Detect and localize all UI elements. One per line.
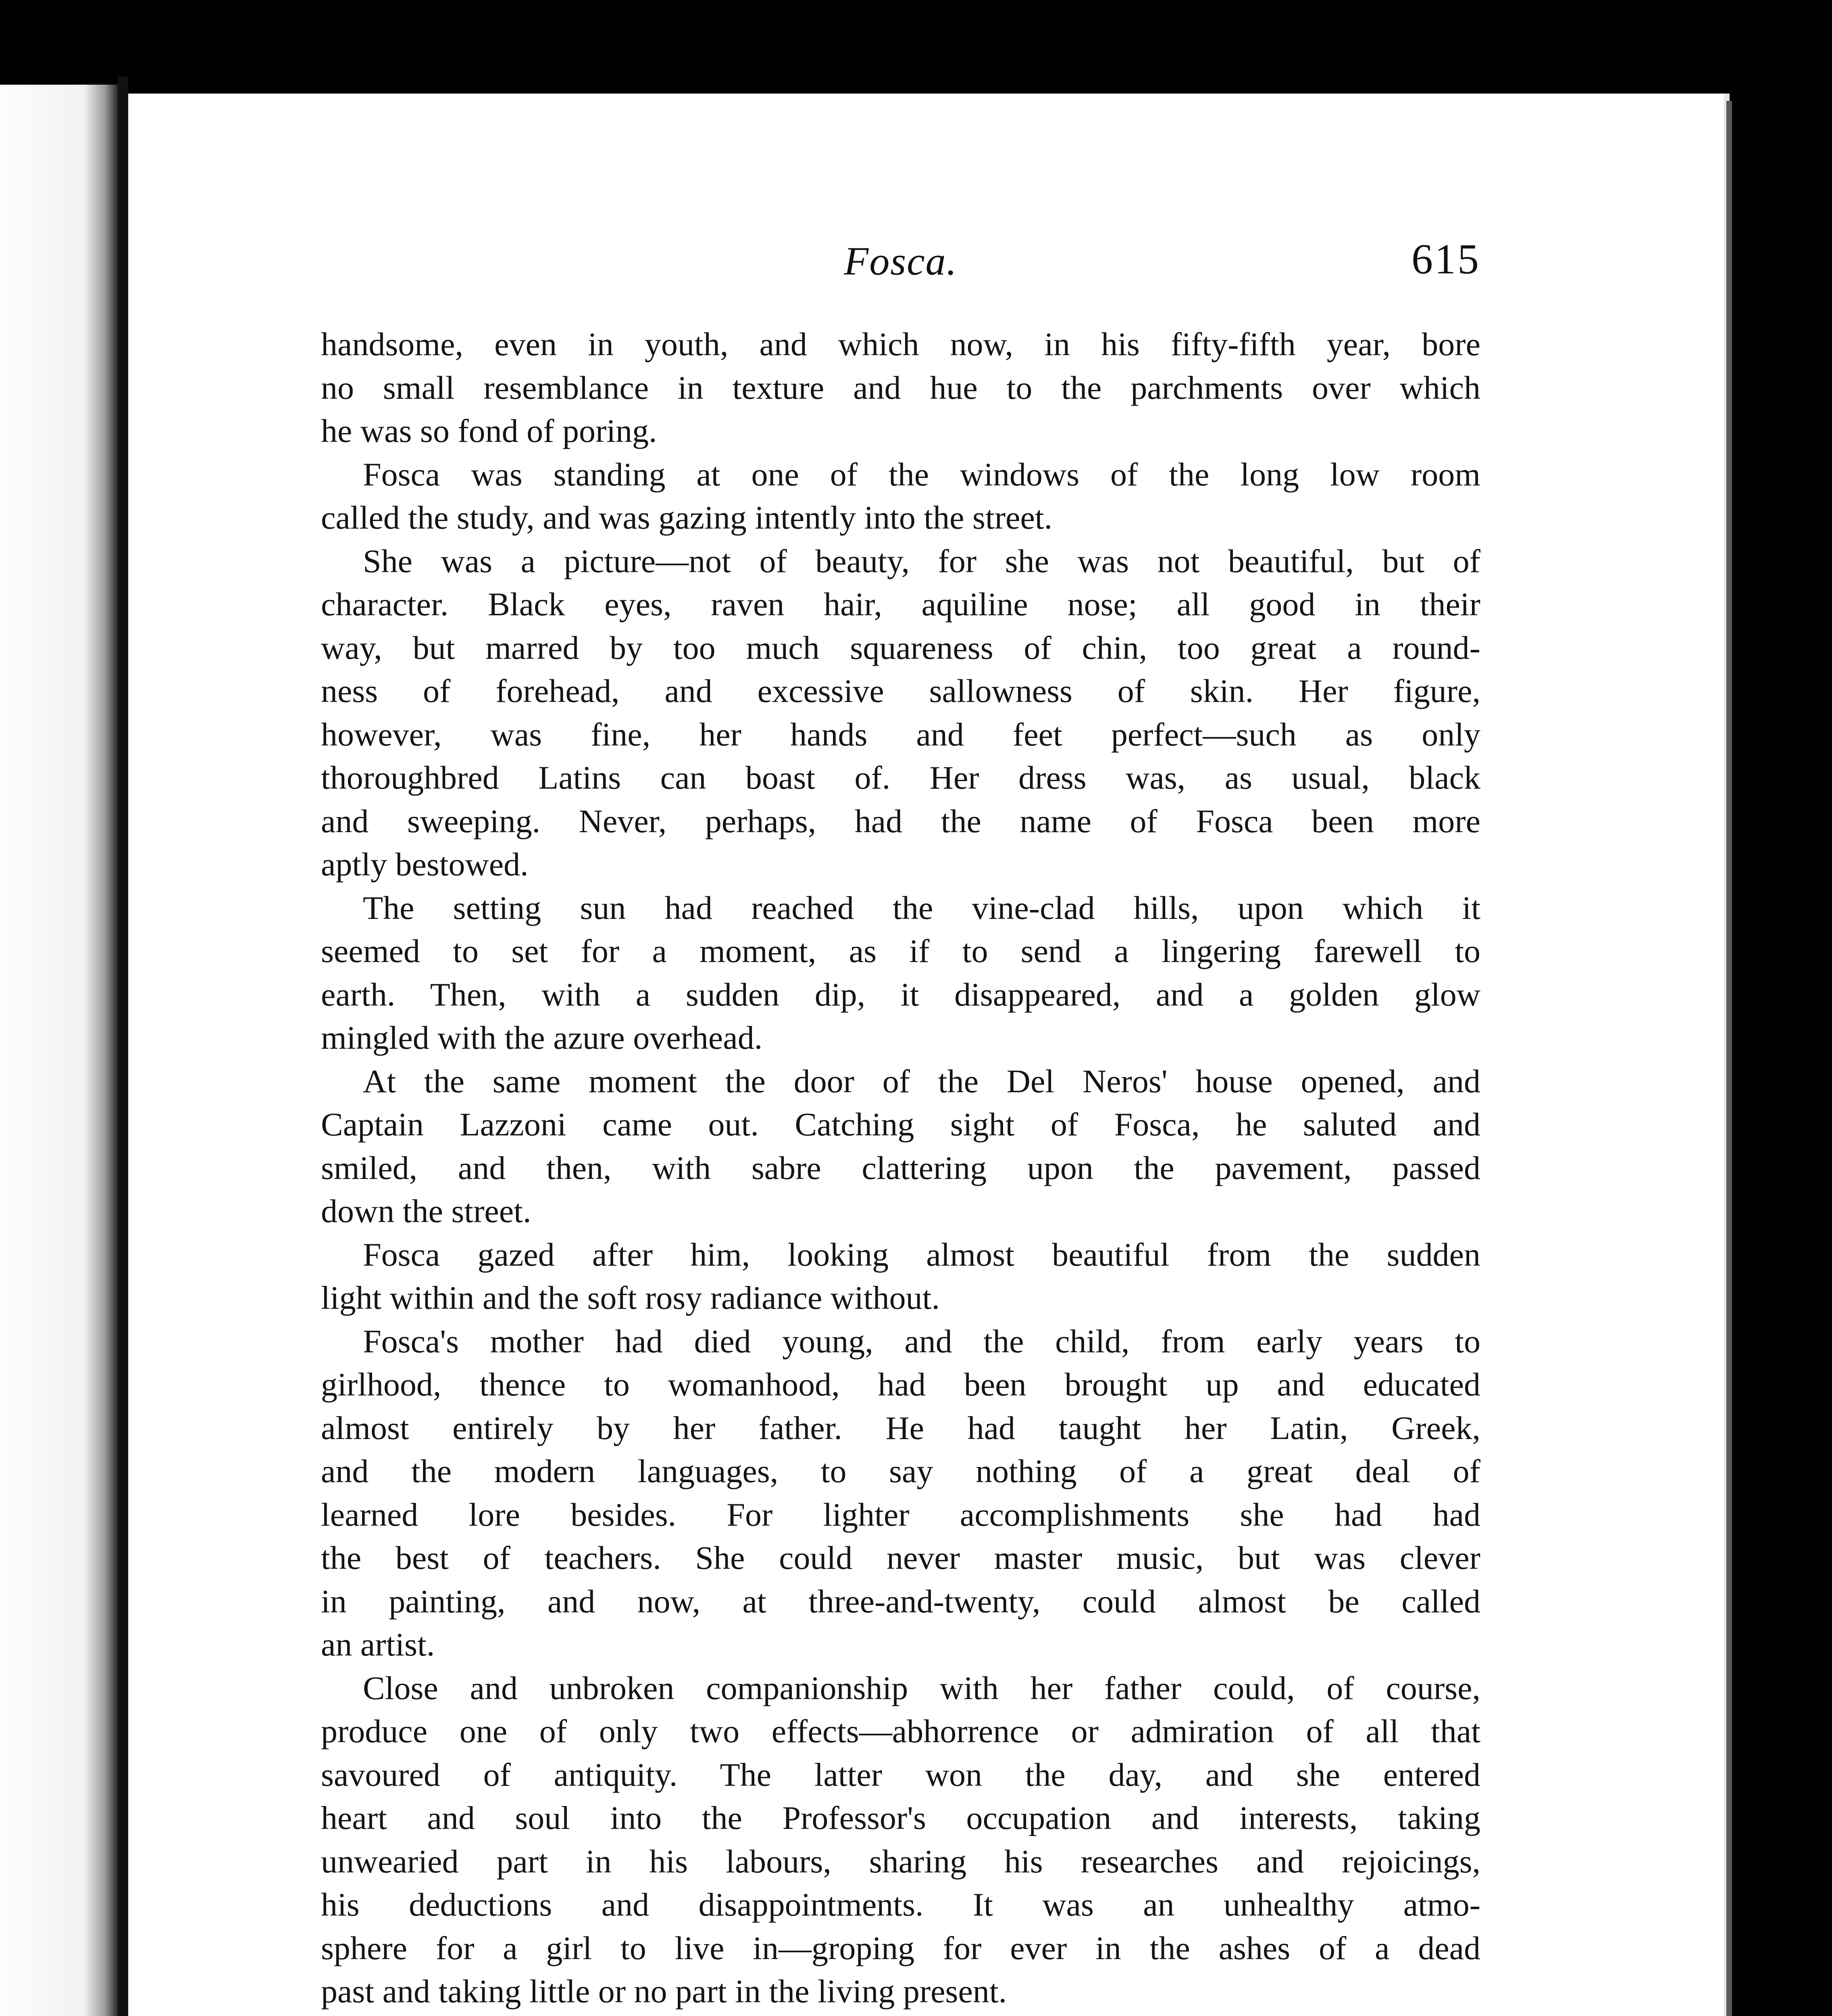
paragraph: [321, 453, 1480, 539]
left-page-edge: [0, 85, 119, 2016]
text-line: and sweeping. Never, perhaps, had the name of Fosca been more: [321, 802, 1480, 839]
text-line: produce one of only two effects—abhorrence or admiration of all that: [321, 1713, 1480, 1749]
text-line: in painting, and now, at three-and-twenty, could almost be called: [321, 1583, 1480, 1620]
text-line: however, was fine, her hands and feet perfect—such as only: [321, 716, 1480, 753]
text-line: sphere for a girl to live in—groping for ever in the ashes of a dead: [321, 1929, 1480, 1966]
text-line: smiled, and then, with sabre clattering upon the pavement, passed: [321, 1149, 1480, 1186]
text-line: down the street.: [321, 1193, 531, 1229]
text-line: aptly bestowed.: [321, 846, 529, 883]
running-title: Fosca.: [844, 239, 958, 283]
text-line: ness of forehead, and excessive sallowness of skin. Her figure,: [321, 673, 1480, 709]
body-text: [321, 323, 1480, 2016]
text-line: Fosca gazed after him, looking almost beautiful from the sudden: [363, 1236, 1480, 1273]
text-line: Fosca's mother had died young, and the child, from early years to: [363, 1322, 1480, 1360]
text-line: his deductions and disappointments. It was an unhealthy atmo-: [321, 1886, 1480, 1923]
text-line: handsome, even in youth, and which now, in his fifty-fifth year, bore: [321, 326, 1480, 362]
running-head: [321, 235, 1480, 283]
paragraph: [321, 1060, 1480, 1233]
text-line: Close and unbroken companionship with her father could, of course,: [363, 1669, 1480, 1706]
text-line: he was so fond of poring.: [321, 412, 657, 449]
text-line: way, but marred by too much squareness of chin, too great a round-: [321, 629, 1480, 666]
page-number: 615: [1411, 235, 1480, 283]
paragraph: [321, 886, 1480, 1060]
paragraph: [321, 323, 1480, 453]
text-line: unwearied part in his labours, sharing his researches and rejoicings,: [321, 1843, 1480, 1880]
text-line: past and taking little or no part in the living present.: [321, 1973, 1007, 2010]
text-line: Captain Lazzoni came out. Catching sight of Fosca, he saluted and: [321, 1106, 1480, 1143]
text-line: At the same moment the door of the Del Neros' house opened, and: [363, 1062, 1480, 1100]
text-line: savoured of antiquity. The latter won the day, and she entered: [321, 1756, 1480, 1793]
paragraph: [321, 1666, 1480, 2013]
text-line: the best of teachers. She could never master music, but was clever: [321, 1539, 1480, 1576]
page-edge-shadow: [1726, 101, 1732, 2016]
text-line: thoroughbred Latins can boast of. Her dress was, as usual, black: [321, 759, 1480, 796]
text-line: mingled with the azure overhead.: [321, 1019, 763, 1056]
paragraph: [321, 2013, 1480, 2016]
text-line: an artist.: [321, 1626, 435, 1663]
text-line: called the study, and was gazing intently into the street.: [321, 499, 1053, 536]
text-line: no small resemblance in texture and hue to the parchments over which: [321, 369, 1480, 406]
text-line: heart and soul into the Professor's occupation and interests, taking: [321, 1799, 1480, 1836]
paragraph: [321, 1233, 1480, 1320]
text-line: Fosca was standing at one of the windows of the long low room: [363, 456, 1480, 493]
text-line: She was a picture—not of beauty, for she was not beautiful, but of: [363, 542, 1480, 579]
text-line: learned lore besides. For lighter accomplishments she had had: [321, 1496, 1480, 1533]
text-line: and the modern languages, to say nothing of a great deal of: [321, 1453, 1480, 1489]
paragraph: [321, 539, 1480, 886]
text-line: seemed to set for a moment, as if to send a lingering farewell to: [321, 933, 1480, 969]
text-line: earth. Then, with a sudden dip, it disappeared, and a golden glow: [321, 976, 1480, 1013]
text-line: girlhood, thence to womanhood, had been brought up and educated: [321, 1366, 1480, 1403]
text-line: light within and the soft rosy radiance without.: [321, 1279, 940, 1316]
text-line: character. Black eyes, raven hair, aquiline nose; all good in their: [321, 586, 1480, 623]
text-line: almost entirely by her father. He had taught her Latin, Greek,: [321, 1409, 1480, 1446]
text-line: The setting sun had reached the vine-clad hills, upon which it: [363, 889, 1480, 926]
paragraph: [321, 1320, 1480, 1666]
text-line: [321, 2013, 1480, 2016]
book-gutter: [118, 77, 128, 2016]
